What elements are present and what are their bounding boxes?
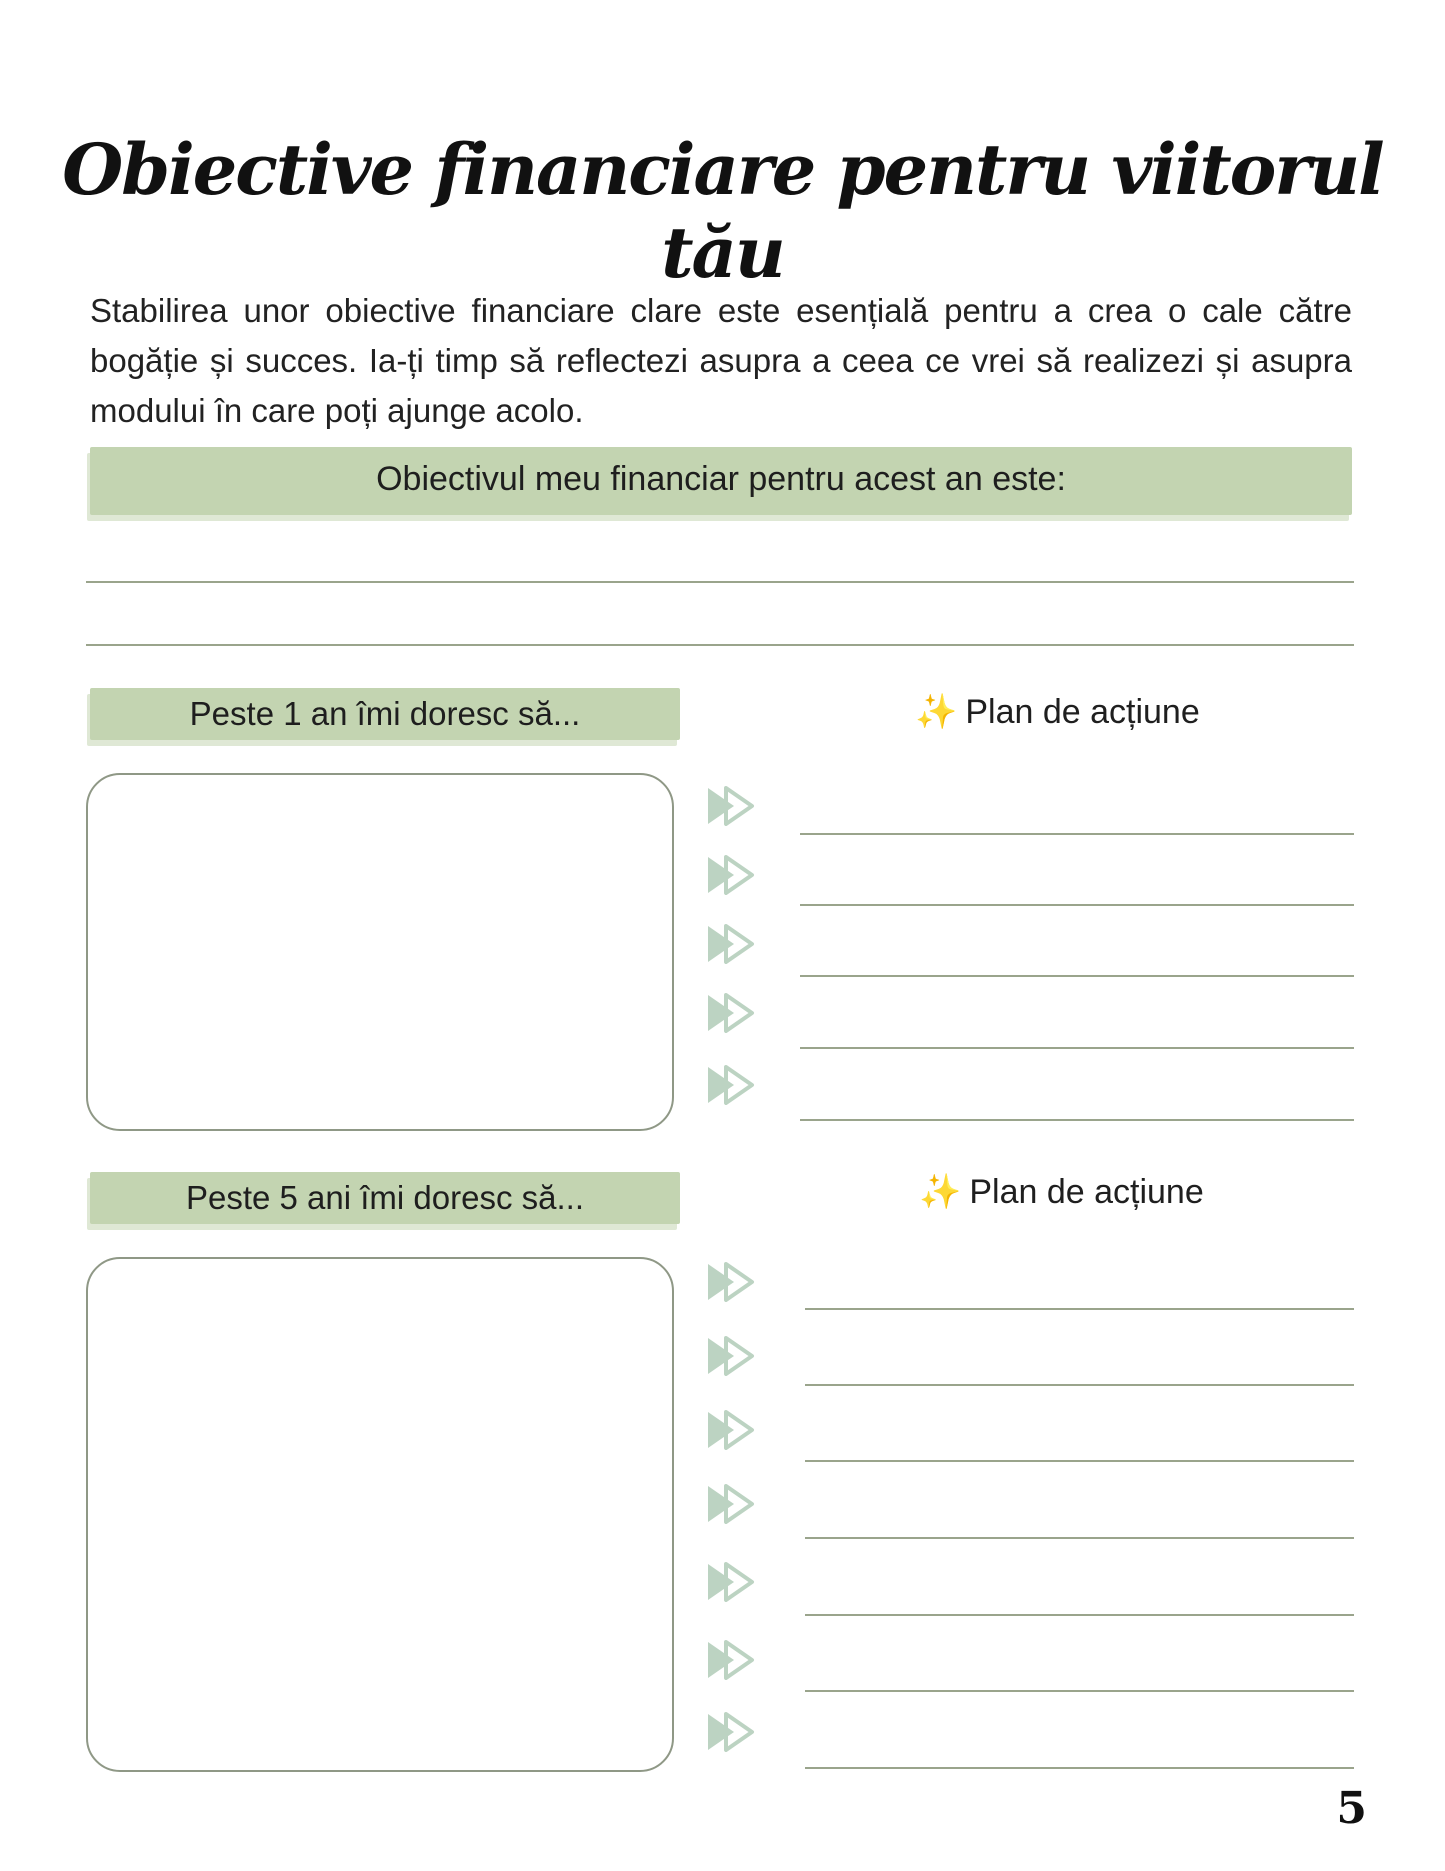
- double-arrow-icon: [706, 1484, 756, 1524]
- section-1-write-box[interactable]: [86, 773, 674, 1131]
- double-arrow-icon: [706, 993, 756, 1033]
- action-line[interactable]: [805, 1537, 1354, 1539]
- action-line[interactable]: [805, 1384, 1354, 1386]
- section-1-heading: Peste 1 an îmi doresc să...: [189, 695, 581, 732]
- goal-line[interactable]: [86, 644, 1354, 646]
- goal-heading: Obiectivul meu financiar pentru acest an este:: [376, 460, 1066, 498]
- action-line[interactable]: [805, 1460, 1354, 1462]
- section-2-write-box[interactable]: [86, 1257, 674, 1772]
- double-arrow-icon: [706, 1410, 756, 1450]
- plan-label: Plan de acțiune: [969, 1173, 1204, 1211]
- action-line[interactable]: [800, 1119, 1354, 1121]
- plan-label: Plan de acțiune: [965, 693, 1200, 731]
- intro-paragraph: Stabilirea unor obiective financiare clare este esențială pentru a crea o cale către bogăție și succes. Ia-ți timp să reflectezi asupra a ceea ce vrei să realizezi și asupra modului în care poți ajunge acolo.: [90, 292, 1352, 429]
- action-line[interactable]: [800, 1047, 1354, 1049]
- action-line[interactable]: [800, 975, 1354, 977]
- sparkles-icon: ✨: [915, 693, 958, 731]
- double-arrow-icon: [706, 1562, 756, 1602]
- double-arrow-icon: [706, 855, 756, 895]
- goal-line[interactable]: [86, 581, 1354, 583]
- action-line[interactable]: [805, 1767, 1354, 1769]
- double-arrow-icon: [706, 1336, 756, 1376]
- section-1-plan-heading: [915, 692, 1200, 732]
- double-arrow-icon: [706, 786, 756, 826]
- action-line[interactable]: [805, 1308, 1354, 1310]
- double-arrow-icon: [706, 1640, 756, 1680]
- section-2-plan-heading: [919, 1172, 1204, 1212]
- page-number: 5: [1336, 1783, 1367, 1834]
- double-arrow-icon: [706, 1712, 756, 1752]
- section-2-heading-band: [90, 1172, 680, 1224]
- action-line[interactable]: [805, 1690, 1354, 1692]
- double-arrow-icon: [706, 924, 756, 964]
- section-2-heading: Peste 5 ani îmi doresc să...: [185, 1179, 584, 1216]
- action-line[interactable]: [800, 833, 1354, 835]
- goal-heading-band: [90, 447, 1352, 515]
- action-line[interactable]: [805, 1614, 1354, 1616]
- sparkles-icon: ✨: [919, 1173, 962, 1211]
- section-1-heading-band: [90, 688, 680, 740]
- page-title: Obiective financiare pentru viitorul tău: [62, 128, 1383, 294]
- double-arrow-icon: [706, 1262, 756, 1302]
- action-line[interactable]: [800, 904, 1354, 906]
- double-arrow-icon: [706, 1065, 756, 1105]
